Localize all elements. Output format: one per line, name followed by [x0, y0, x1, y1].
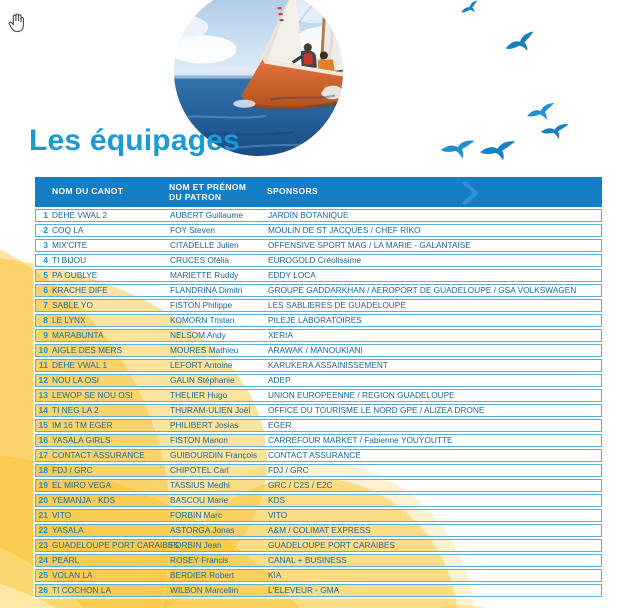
- sponsors-list: VITO: [268, 510, 288, 520]
- table-row: [35, 314, 602, 327]
- boat-name: FDJ / GRC: [52, 465, 93, 475]
- bird-icon: [439, 137, 476, 162]
- sponsors-list: CONTACT ASSURANCE: [268, 450, 361, 460]
- sponsors-list: MOULIN DE ST JACQUES / CHEF RIKO: [268, 225, 421, 235]
- boat-name: EL MIRO VEGA: [52, 480, 112, 490]
- row-number: 24: [38, 555, 48, 565]
- sponsors-list: EDDY LOCA: [268, 270, 316, 280]
- boat-name: CONTACT ASSURANCE: [52, 450, 145, 460]
- table-row: [35, 509, 602, 522]
- row-number: 18: [38, 465, 48, 475]
- patron-name: GALIN Stéphanie: [170, 375, 235, 385]
- crews-table: [35, 177, 602, 599]
- table-row: [35, 359, 602, 372]
- row-number: 17: [38, 450, 48, 460]
- sponsors-list: EUROGOLD Créolissime: [268, 255, 362, 265]
- patron-name: BERDIER Robert: [170, 570, 235, 580]
- boat-name: AIGLE DES MERS: [52, 345, 123, 355]
- row-number: 14: [38, 405, 48, 415]
- patron-name: BASCOU Marie: [170, 495, 229, 505]
- table-row: [35, 404, 602, 417]
- row-number: 20: [38, 495, 48, 505]
- patron-name: WILBON Marcellin: [170, 585, 239, 595]
- patron-name: PHILIBERT Josias: [170, 420, 239, 430]
- sponsors-list: ARAWAK / MANOUKIANI: [268, 345, 363, 355]
- col-header-patron: NOM ET PRÉNOM DU PATRON: [169, 182, 247, 202]
- grab-hand-cursor-icon: [7, 12, 25, 33]
- boat-name: PEARL: [52, 555, 80, 565]
- sponsors-list: KARUKERA ASSAINISSEMENT: [268, 360, 388, 370]
- sponsors-list: CANAL + BUSINESS: [268, 555, 347, 565]
- boat-name: DEHE VWAL 1: [52, 360, 108, 370]
- patron-name: FLANDRINA Dimitri: [170, 285, 243, 295]
- table-row: [35, 539, 602, 552]
- boat-name: PA OUBLYE: [52, 270, 98, 280]
- row-number: 4: [43, 255, 48, 265]
- boat-name: YASALA: [52, 525, 84, 535]
- patron-name: AUBERT Guillaume: [170, 210, 244, 220]
- table-row: [35, 374, 602, 387]
- boat-name: LE LYNX: [52, 315, 86, 325]
- boat-name: NOU LA OSI: [52, 375, 100, 385]
- patron-name: THURAM-ULIEN Joël: [170, 405, 251, 415]
- table-row: [35, 524, 602, 537]
- sponsors-list: EGER: [268, 420, 292, 430]
- table-row: [35, 419, 602, 432]
- row-number: 12: [38, 375, 48, 385]
- patron-name: MOURES Mathieu: [170, 345, 239, 355]
- sponsors-list: CARREFOUR MARKET / Fabienne YOUYOUTTE: [268, 435, 453, 445]
- row-number: 6: [43, 285, 48, 295]
- patron-name: GUIBOURDIN François: [170, 450, 258, 460]
- sponsors-list: XERIA: [268, 330, 293, 340]
- row-number: 22: [38, 525, 48, 535]
- sponsors-list: L'ELEVEUR - GMA: [268, 585, 340, 595]
- row-number: 26: [38, 585, 48, 595]
- row-number: 1: [43, 210, 48, 220]
- patron-name: FORBIN Jean: [170, 540, 222, 550]
- table-header: [35, 177, 602, 207]
- patron-name: ROSEY Francis: [170, 555, 229, 565]
- sponsors-list: GUADELOUPE PORT CARAIBES: [268, 540, 395, 550]
- sponsors-list: UNION EUROPEENNE / REGION GUADELOUPE: [268, 390, 455, 400]
- sponsors-list: KDS: [268, 495, 286, 505]
- boat-name: TI COCHON LA: [52, 585, 112, 595]
- sponsors-list: OFFICE DU TOURISME LE NORD GPE / ALIZEA DRONE: [268, 405, 485, 415]
- row-number: 11: [38, 360, 48, 370]
- boat-name: MIX'CITE: [52, 240, 88, 250]
- row-number: 3: [43, 240, 48, 250]
- col-header-canot: NOM DU CANOT: [52, 186, 124, 196]
- sponsors-list: PILEJE LABORATOIRES: [268, 315, 362, 325]
- table-row: [35, 584, 602, 597]
- table-row: [35, 224, 602, 237]
- row-number: 15: [38, 420, 48, 430]
- patron-name: MARIETTE Ruddy: [170, 270, 239, 280]
- sponsors-list: FDJ / GRC: [268, 465, 309, 475]
- col-header-sponsors: SPONSORS: [267, 186, 318, 196]
- boat-name: YASALA GIRLS: [52, 435, 111, 445]
- table-row: [35, 299, 602, 312]
- row-number: 8: [43, 315, 48, 325]
- boat-name: COQ LA: [52, 225, 84, 235]
- page-title: Les équipages: [29, 124, 241, 157]
- sponsors-list: ADEP: [268, 375, 291, 385]
- row-number: 21: [38, 510, 48, 520]
- sponsors-list: GRC / C2S / E2C: [268, 480, 333, 490]
- patron-name: FISTON Manon: [170, 435, 228, 445]
- table-row: [35, 239, 602, 252]
- patron-name: FOY Steven: [170, 225, 216, 235]
- row-number: 23: [38, 540, 48, 550]
- chevron-right-icon: [463, 181, 479, 205]
- row-number: 10: [38, 345, 48, 355]
- boat-name: MARABUNTA: [52, 330, 104, 340]
- boat-name: KRACHE DIFE: [52, 285, 108, 295]
- patron-name: ASTORGA Jonas: [170, 525, 235, 535]
- table-row: [35, 254, 602, 267]
- sponsors-list: GROUPE GADDARKHAN / AEROPORT DE GUADELOUPE / GSA VOLKSWAGEN: [268, 285, 577, 295]
- boat-name: LEWOP SE NOU OSI: [52, 390, 133, 400]
- table-row: [35, 209, 602, 222]
- patron-name: CHIPOTEL Carl: [170, 465, 229, 475]
- boat-name: TI NEG LA 2: [52, 405, 99, 415]
- patron-name: THELIER Hugo: [170, 390, 228, 400]
- patron-name: LEFORT Antoine: [170, 360, 233, 370]
- sponsors-list: A&M / COLIMAT EXPRESS: [268, 525, 371, 535]
- patron-name: CRUCES Ofélia: [170, 255, 230, 265]
- table-row: [35, 269, 602, 282]
- boat-name: VOLAN LA: [52, 570, 93, 580]
- boat-name: YEMANJA - KDS: [52, 495, 116, 505]
- table-row: [35, 464, 602, 477]
- table-row: [35, 434, 602, 447]
- patron-name: KOMORN Tristan: [170, 315, 235, 325]
- row-number: 19: [38, 480, 48, 490]
- row-number: 25: [38, 570, 48, 580]
- patron-name: TASSIUS Medhi: [170, 480, 230, 490]
- patron-name: CITADELLE Julien: [170, 240, 239, 250]
- boat-name: DEHE VWAL 2: [52, 210, 108, 220]
- table-row: [35, 344, 602, 357]
- row-number: 2: [43, 225, 48, 235]
- sponsors-list: LES SABLIERES DE GUADELOUPE: [268, 300, 406, 310]
- sponsors-list: KIA: [268, 570, 282, 580]
- boat-name: GUADELOUPE PORT CARAIBES: [52, 540, 179, 550]
- table-rows: [35, 209, 602, 597]
- patron-name: NELSOM Andy: [170, 330, 226, 340]
- row-number: 7: [43, 300, 48, 310]
- table-row: [35, 554, 602, 567]
- table-row: [35, 449, 602, 462]
- table-row: [35, 329, 602, 342]
- boat-name: IM 16 TM EGER: [52, 420, 113, 430]
- sponsors-list: JARDIN BOTANIQUE: [268, 210, 349, 220]
- row-number: 16: [38, 435, 48, 445]
- table-row: [35, 389, 602, 402]
- table-row: [35, 494, 602, 507]
- table-row: [35, 569, 602, 582]
- table-row: [35, 479, 602, 492]
- row-number: 9: [43, 330, 48, 340]
- row-number: 13: [38, 390, 48, 400]
- boat-name: SABLE YO: [52, 300, 93, 310]
- row-number: 5: [43, 270, 48, 280]
- boat-name: TI BIJOU: [52, 255, 87, 265]
- bird-icon: [539, 121, 569, 142]
- patron-name: FISTON Philippe: [170, 300, 233, 310]
- boat-name: VITO: [52, 510, 72, 520]
- patron-name: FORBIN Marc: [170, 510, 223, 520]
- sponsors-list: OFFENSIVE SPORT MAG / LA MARIE - GALANTAISE: [268, 240, 471, 250]
- table-row: [35, 284, 602, 297]
- bird-icon: [479, 138, 517, 164]
